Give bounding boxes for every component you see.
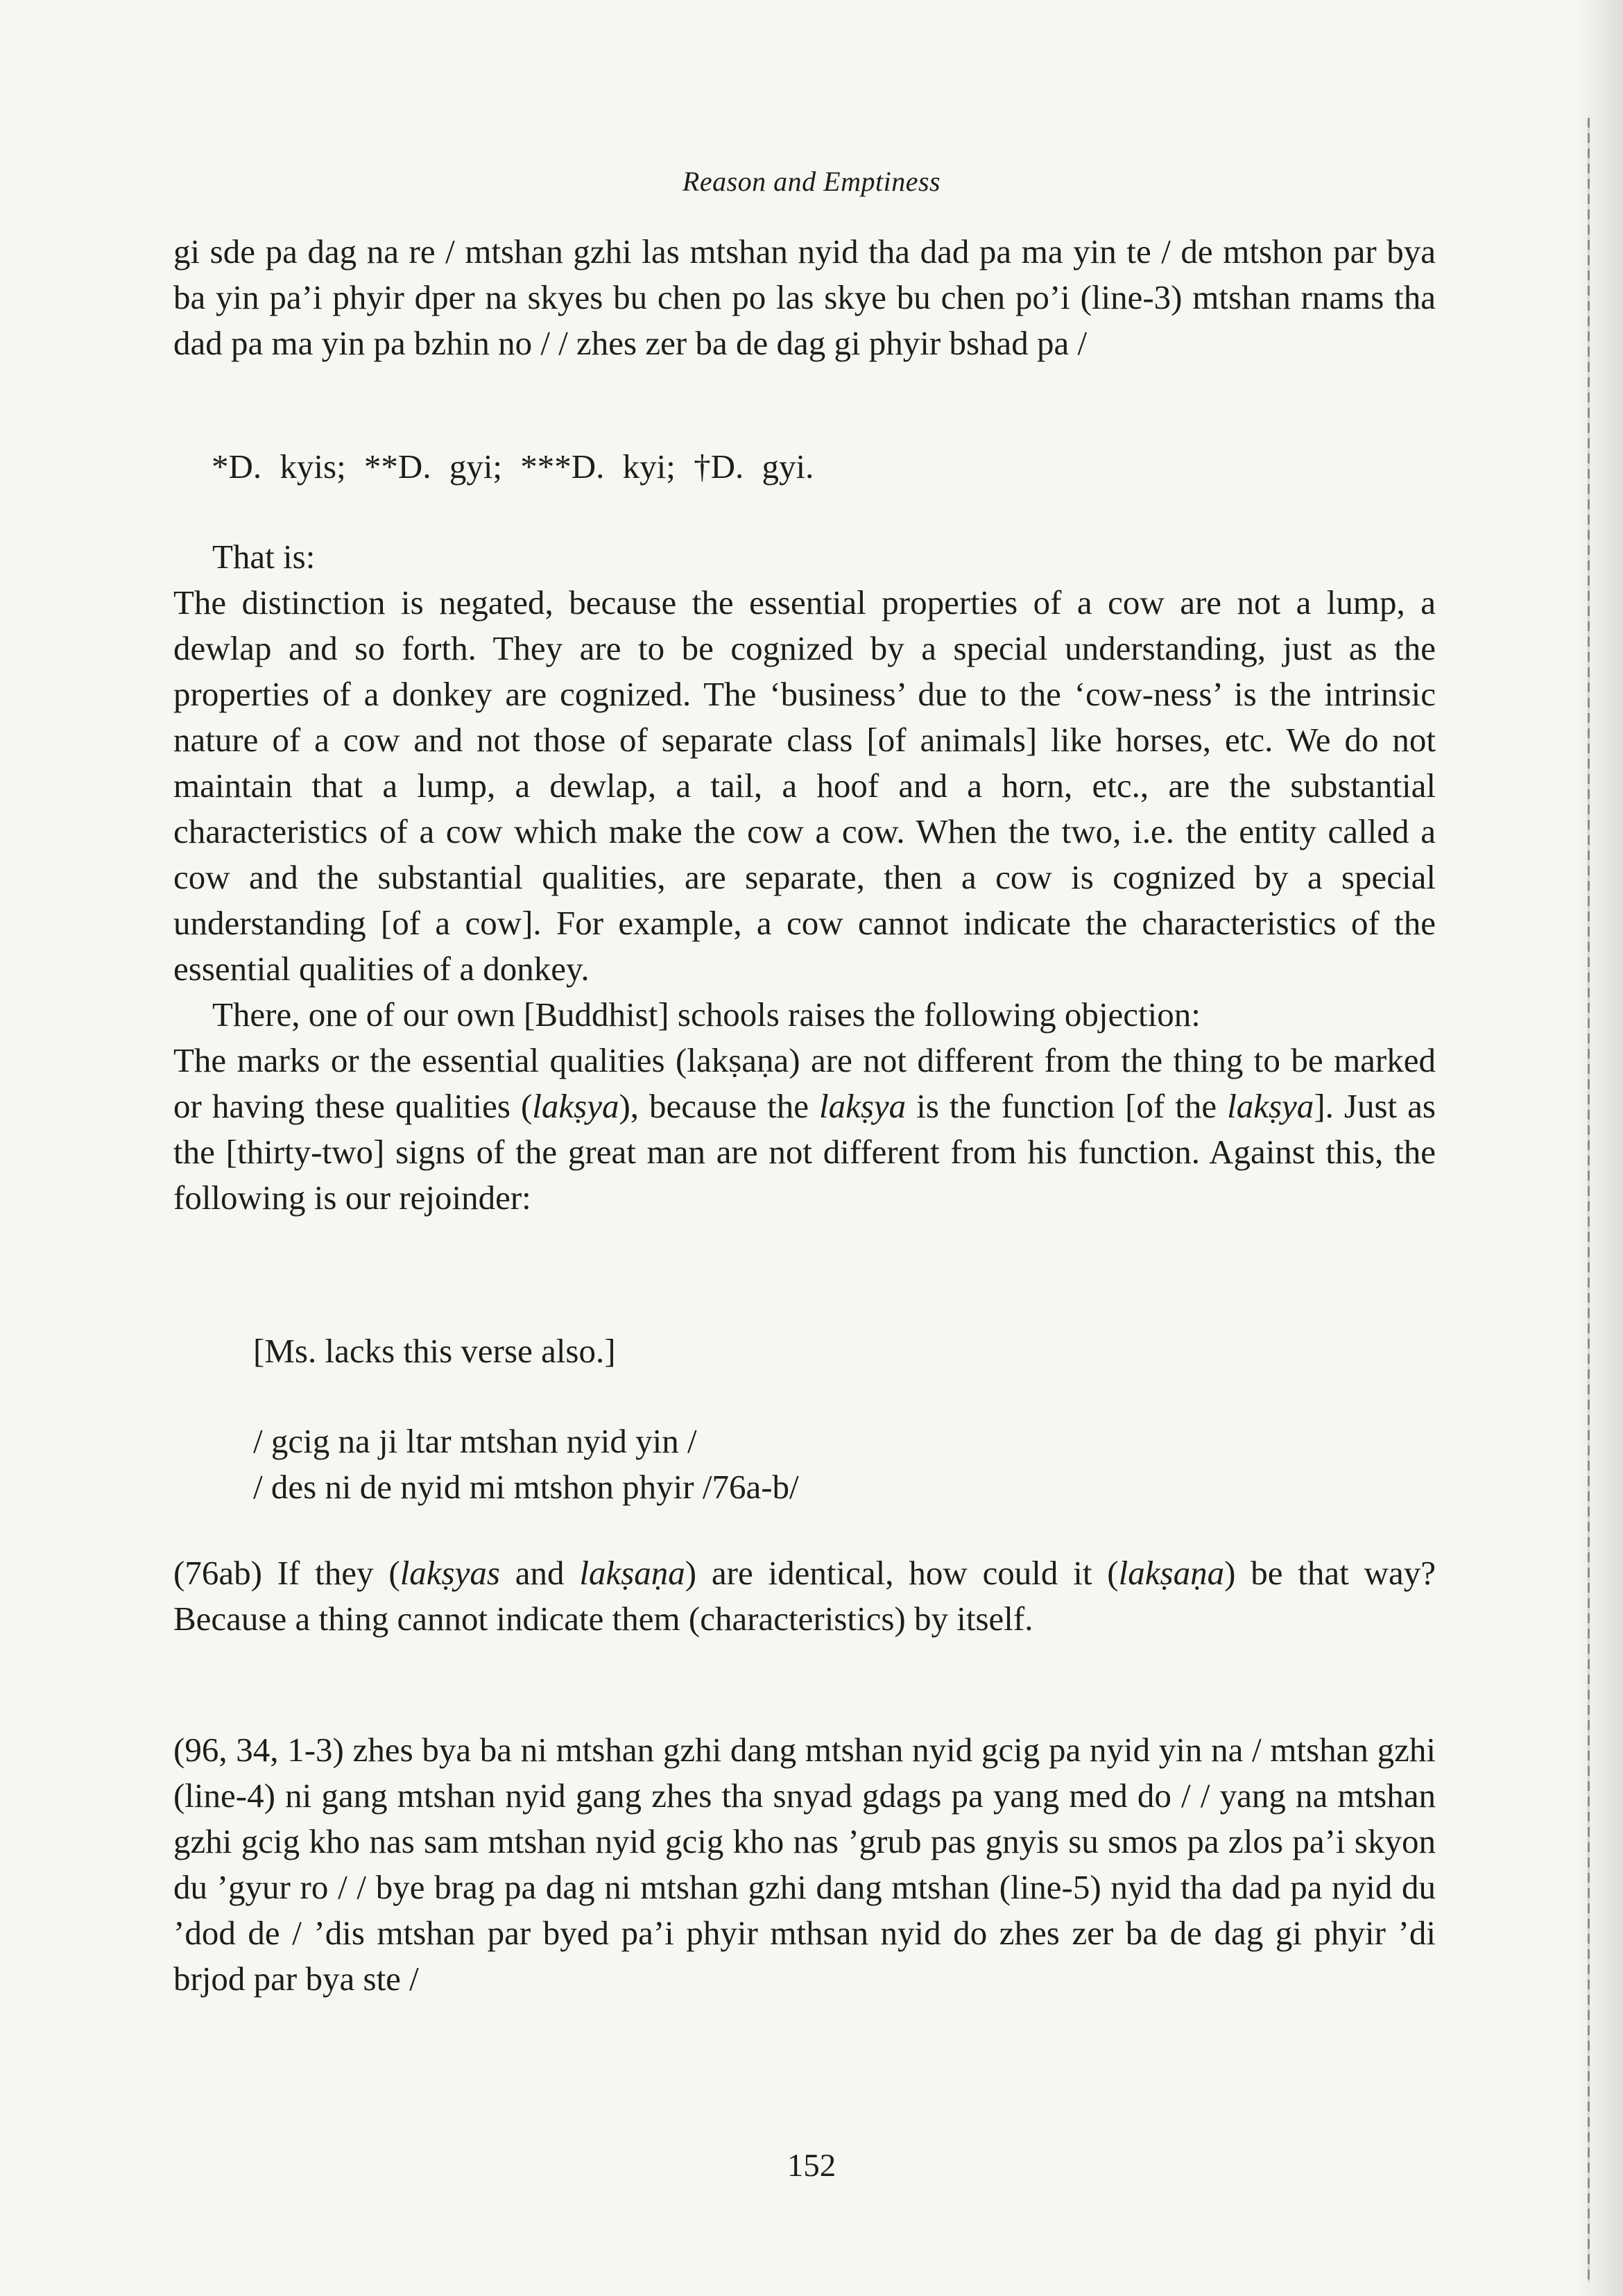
page-number: 152 <box>787 2148 836 2184</box>
verse-translation-b: and <box>499 1554 580 1592</box>
translation-paragraph-1: The distinction is negated, because the essential properties of a cow are not a lump, a dewlap and so forth. They are to be cognized by a special understanding, just as the properties of a donkey are cognized. The ‘business’ due to the ‘cow-ness’ is the intrinsic nature of a cow and not those of separate class [of animals] like horses, etc. We do not maintain that a lump, a dewlap, a tail, a hoof and a horn, etc., are the substantial characteristics of a cow which make the cow a cow. When the two, i.e. the entity called a cow and the substantial qualities, are separate, then a cow is cognized by a special understanding [of a cow]. For example, a cow cannot indicate the characteristics of the essential qualities of a donkey. <box>173 583 1436 988</box>
translation-paragraph-2-lead: There, one of our own [Buddhist] schools raises the following objection: <box>212 995 1201 1034</box>
tibetan-passage-2 <box>173 1727 1436 2002</box>
tibetan-text-1: gi sde pa dag na re / mtshan gzhi las mtshan nyid tha dad pa ma yin te / de mtshon par bya ba yin pa’i phyir dper na skyes bu chen po las skye bu chen po’i (line-3) mtshan rnams tha dad pa ma yin pa bzhin no / / zhes zer ba de dag gi phyir bshad pa / <box>173 232 1436 362</box>
verse-translation <box>173 1550 1436 1642</box>
translation-paragraph-2 <box>173 1038 1436 1221</box>
term-laksya-3: lakṣya <box>1227 1087 1314 1125</box>
term-laksyas: lakṣyas <box>400 1554 500 1592</box>
footnote-line: *D. kyis; **D. gyi; ***D. kyi; †D. gyi. <box>212 447 814 486</box>
manuscript-note: [Ms. lacks this verse also.] <box>253 1332 616 1370</box>
paragraph-2-text-b: ), because the <box>619 1087 819 1125</box>
term-laksya-2: lakṣya <box>819 1087 907 1125</box>
verse-translation-a: (76ab) If they ( <box>173 1554 400 1592</box>
term-laksya-1: lakṣya <box>532 1087 619 1125</box>
translation-intro: That is: <box>212 538 316 576</box>
verse-translation-c: ) are identical, how could it ( <box>685 1554 1119 1592</box>
tibetan-passage-1 <box>173 229 1436 366</box>
paragraph-2-text-a: The marks or the essential qualities (lakṣaṇa) are not different from the thing to be marked or having these qualities ( <box>173 1041 1436 1125</box>
verse-translation-d: ) be that way? Because a thing cannot indicate them (characteristics) by itself. <box>173 1554 1436 1638</box>
page-edge-line <box>1588 118 1590 2282</box>
term-laksana-1: lakṣaṇa <box>579 1554 685 1592</box>
verse-line-1: / gcig na ji ltar mtshan nyid yin / <box>253 1422 697 1460</box>
verse-line-2: / des ni de nyid mi mtshon phyir /76a-b/ <box>253 1468 799 1506</box>
verse-block <box>253 1419 799 1510</box>
translation-block <box>173 534 1436 1221</box>
term-laksana-2: lakṣaṇa <box>1118 1554 1225 1592</box>
running-title: Reason and Emptiness <box>682 166 941 197</box>
paragraph-2-text-d: ]. Just as the [thirty-two] signs of the great man are not different from his function. Against this, the following is our rejoinder: <box>173 1087 1436 1217</box>
paragraph-2-text-c: is the function [of the <box>906 1087 1228 1125</box>
page-edge-shadow <box>1574 0 1623 2296</box>
verse-translation-text <box>173 1550 1436 1642</box>
tibetan-text-2: (96, 34, 1-3) zhes bya ba ni mtshan gzhi dang mtshan nyid gcig pa nyid yin na / mtshan gzhi (line-4) ni gang mtshan nyid gang zhes tha snyad gdags pa yang med do / / yang na mtshan gzhi gcig kho nas sam mtshan nyid gcig kho nas ’grub pas gnyis su smos pa zlos pa’i skyon du ’gyur ro / / bye brag pa dag ni mtshan gzhi dang mtshan (line-5) nyid tha dad pa nyid du ’dod de / ’dis mtshan par byed pa’i phyir mthsan nyid do zhes zer ba de dag gi phyir ’di brjod par bya ste / <box>173 1731 1436 1998</box>
